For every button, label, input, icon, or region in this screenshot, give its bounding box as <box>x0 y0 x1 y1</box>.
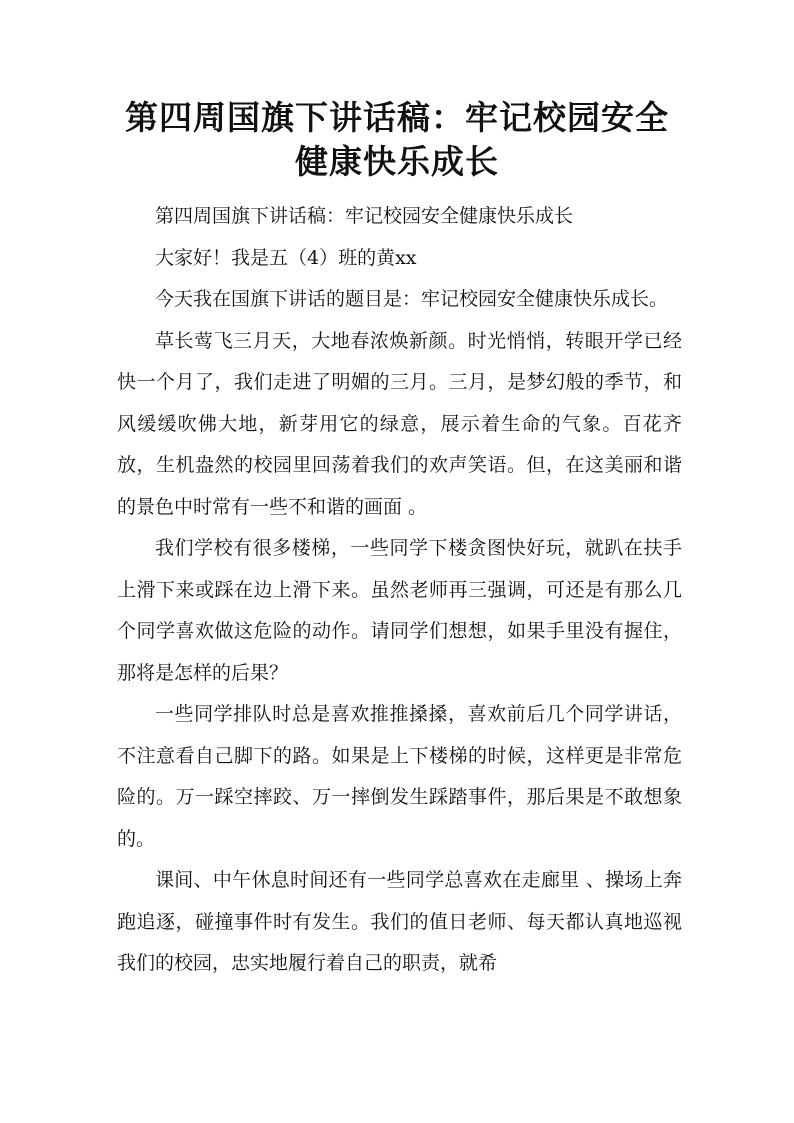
paragraph-subtitle: 第四周国旗下讲话稿：牢记校园安全健康快乐成长 <box>155 205 574 227</box>
paragraph-recess: 课间、中午休息时间还有一些同学总喜欢在走廊里 、操场上奔跑追逐，碰撞事件时有发生。我们的值日老师、每天都认真地巡视我们的校园，忠实地履行着自己的职责，就希 <box>117 869 682 974</box>
document-title-line-2: 健康快乐成长 <box>295 142 499 181</box>
paragraph-greeting: 大家好！我是五（4）班的黄xx <box>155 246 417 269</box>
paragraph-spring: 草长莺飞三月天，大地春浓焕新颜。时光悄悄，转眼开学已经快一个月了，我们走进了明媚的三月。三月，是梦幻般的季节，和风缓缓吹佛大地，新芽用它的绿意，展示着生命的气象。百花齐放，生机盎然的校园里回荡着我们的欢声笑语。但，在这美丽和谐的景色中时常有一些不和谐的画面 。 <box>117 329 682 518</box>
paragraph-topic: 今天我在国旗下讲话的题目是：牢记校园安全健康快乐成长。 <box>155 288 669 310</box>
document-title-line-1: 第四周国旗下讲话稿：牢记校园安全 <box>125 98 669 137</box>
paragraph-stairs: 我们学校有很多楼梯，一些同学下楼贪图快好玩，就趴在扶手上滑下来或踩在边上滑下来。虽然老师再三强调，可还是有那么几个同学喜欢做这危险的动作。请同学们想想，如果手里没有握住，那将是怎样的后果？ <box>117 537 682 684</box>
paragraph-queue: 一些同学排队时总是喜欢推推搡搡，喜欢前后几个同学讲话，不注意看自己脚下的路。如果是上下楼梯的时候，这样更是非常危险的。万一踩空摔跤、万一摔倒发生踩踏事件，那后果是不敢想象的。 <box>117 703 682 850</box>
document-body <box>117 196 682 985</box>
